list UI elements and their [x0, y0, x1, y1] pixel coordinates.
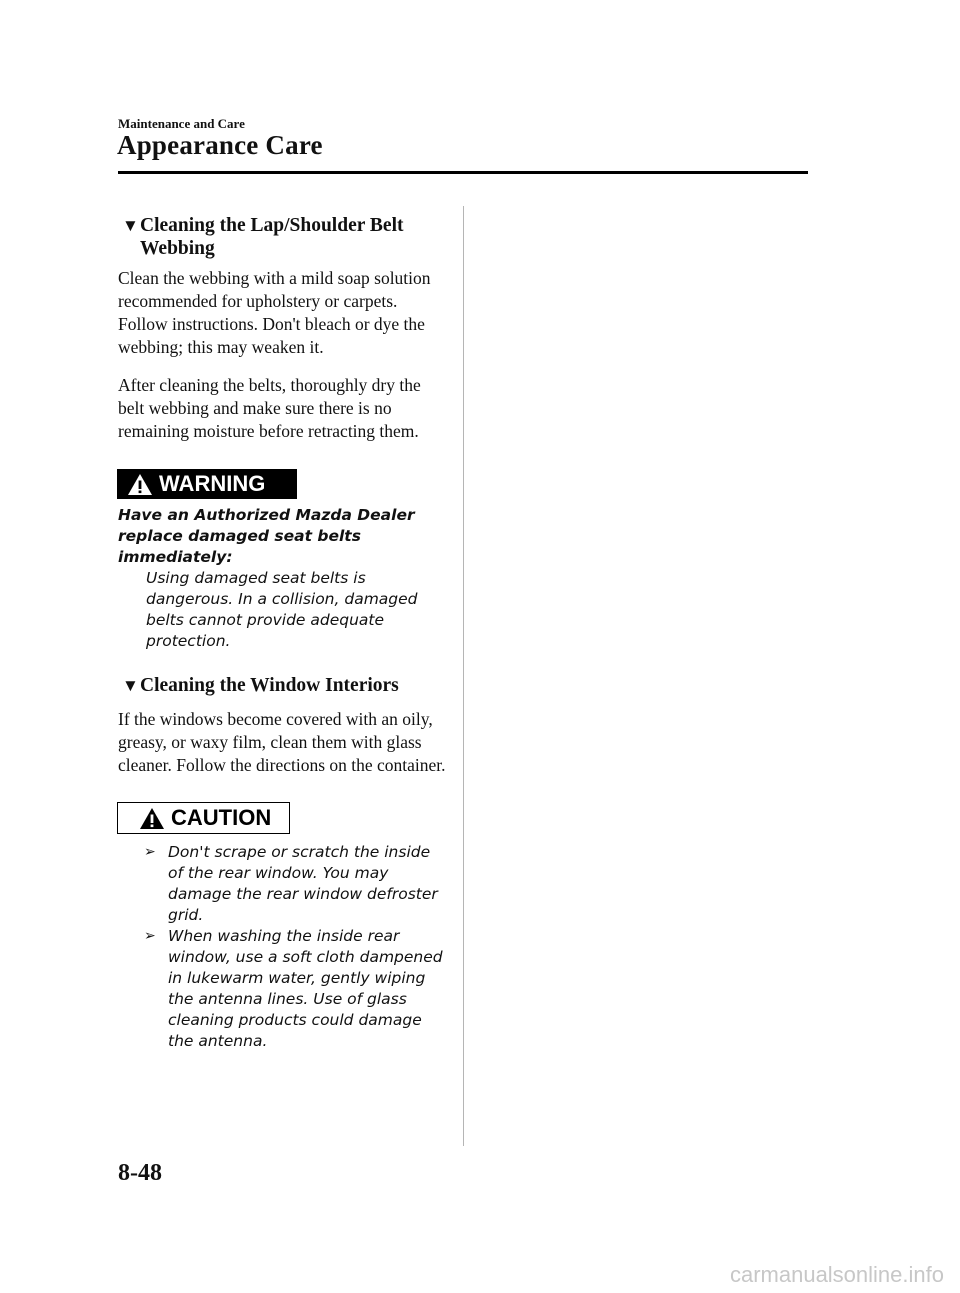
- caution-item-text: Don't scrape or scratch the inside of the rear window. You may damage the rear window defroster grid.: [168, 843, 438, 924]
- section-label: Maintenance and Care: [118, 116, 245, 131]
- warning-label: WARNING: [159, 471, 266, 496]
- down-triangle-icon: ▼: [122, 676, 139, 695]
- column-divider: [463, 206, 464, 1146]
- heading-window-label: Cleaning the Window Interiors: [140, 675, 399, 696]
- warning-lead-text: Have an Authorized Mazda Dealer replace damaged seat belts immediately:: [118, 506, 415, 566]
- heading-window-interiors: [122, 674, 452, 697]
- arrowhead-bullet-icon: ➢: [144, 844, 156, 860]
- heading-lap-belt-line1: Cleaning the Lap/Shoulder Belt: [140, 215, 404, 236]
- warning-banner: [117, 469, 297, 499]
- lap-belt-paragraph-2: After cleaning the belts, thoroughly dry the belt webbing and make sure there is no remaining moisture before retracting them.: [118, 375, 421, 441]
- heading-lap-belt-line2: Webbing: [140, 238, 215, 259]
- lap-belt-paragraph-1: Clean the webbing with a mild soap solution recommended for upholstery or carpets. Follow instructions. Don't bleach or dye the webbing; this may weaken it.: [118, 268, 431, 357]
- caution-banner: [117, 802, 290, 834]
- warning-detail-text: Using damaged seat belts is dangerous. In a collision, damaged belts cannot provide adequate protection.: [146, 569, 418, 650]
- header-rule: [118, 171, 808, 174]
- caution-label: CAUTION: [171, 805, 272, 830]
- window-paragraph: If the windows become covered with an oily, greasy, or waxy film, clean them with glass cleaner. Follow the directions on the container.: [118, 709, 446, 775]
- arrowhead-bullet-icon: ➢: [144, 928, 156, 944]
- page-number: 8-48: [118, 1160, 162, 1186]
- warning-triangle-icon: [139, 807, 165, 830]
- watermark-url: carmanualsonline.info: [729, 1262, 944, 1287]
- caution-item: [144, 842, 444, 926]
- warning-triangle-icon: [127, 473, 153, 496]
- down-triangle-icon: ▼: [122, 216, 139, 235]
- page-title: Appearance Care: [117, 130, 323, 160]
- caution-item-text: When washing the inside rear window, use a soft cloth dampened in lukewarm water, gently wiping the antenna lines. Use of glass cleaning products could damage the antenna.: [168, 927, 443, 1050]
- caution-item: [144, 926, 444, 1052]
- heading-lap-belt: [122, 214, 452, 260]
